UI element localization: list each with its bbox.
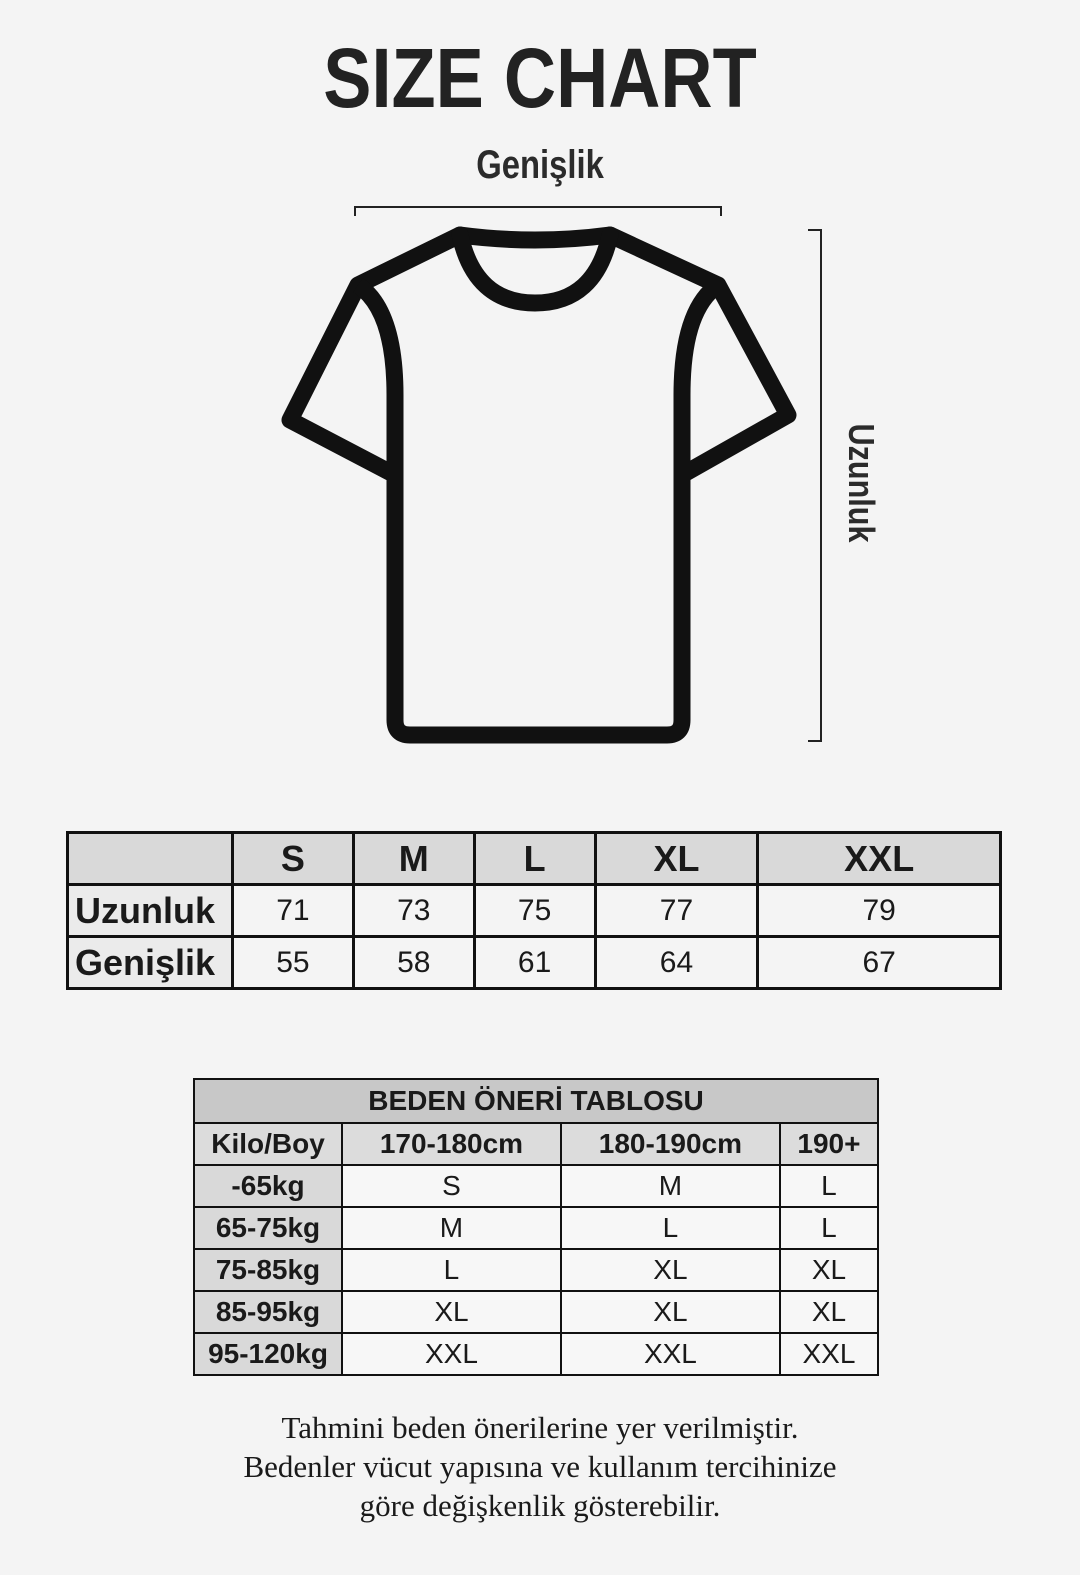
weight-label: 65-75kg bbox=[194, 1207, 342, 1249]
weight-label: 95-120kg bbox=[194, 1333, 342, 1375]
table-row bbox=[194, 1207, 878, 1249]
size-header-cell: L bbox=[474, 833, 595, 885]
size-header-cell: XXL bbox=[758, 833, 1001, 885]
table-cell: 75 bbox=[474, 885, 595, 937]
row-label: Genişlik bbox=[68, 937, 233, 989]
table-cell: 58 bbox=[353, 937, 474, 989]
table-cell: 73 bbox=[353, 885, 474, 937]
table-cell: L bbox=[342, 1249, 561, 1291]
row-label: Uzunluk bbox=[68, 885, 233, 937]
height-header-cell: 190+ bbox=[780, 1123, 878, 1165]
table-row bbox=[194, 1249, 878, 1291]
length-label: Uzunluk bbox=[841, 423, 882, 543]
table-row bbox=[194, 1165, 878, 1207]
table-row bbox=[68, 937, 1001, 989]
table-row bbox=[194, 1291, 878, 1333]
disclaimer-note bbox=[0, 1408, 1080, 1525]
table-cell: M bbox=[342, 1207, 561, 1249]
table-cell: 79 bbox=[758, 885, 1001, 937]
table-cell: 64 bbox=[595, 937, 758, 989]
size-header-cell: S bbox=[233, 833, 354, 885]
table-cell: XL bbox=[561, 1291, 780, 1333]
size-header-cell: M bbox=[353, 833, 474, 885]
table-row bbox=[68, 885, 1001, 937]
table-cell: XL bbox=[780, 1249, 878, 1291]
table-corner-cell bbox=[68, 833, 233, 885]
note-line: göre değişkenlik gösterebilir. bbox=[359, 1488, 721, 1523]
width-label: Genişlik bbox=[476, 143, 604, 187]
table-cell: S bbox=[342, 1165, 561, 1207]
recommendation-caption-row bbox=[194, 1079, 878, 1123]
height-header-cell: 170-180cm bbox=[342, 1123, 561, 1165]
size-chart-table bbox=[66, 831, 1002, 990]
table-cell: XL bbox=[780, 1291, 878, 1333]
weight-label: 85-95kg bbox=[194, 1291, 342, 1333]
size-header-cell: XL bbox=[595, 833, 758, 885]
table-cell: XXL bbox=[561, 1333, 780, 1375]
weight-label: 75-85kg bbox=[194, 1249, 342, 1291]
table-cell: XL bbox=[561, 1249, 780, 1291]
table-cell: L bbox=[780, 1165, 878, 1207]
weight-height-corner: Kilo/Boy bbox=[194, 1123, 342, 1165]
table-cell: 67 bbox=[758, 937, 1001, 989]
table-cell: L bbox=[780, 1207, 878, 1249]
height-header-cell: 180-190cm bbox=[561, 1123, 780, 1165]
recommendation-caption: BEDEN ÖNERİ TABLOSU bbox=[194, 1079, 878, 1123]
table-cell: L bbox=[561, 1207, 780, 1249]
table-cell: 71 bbox=[233, 885, 354, 937]
note-line: Bedenler vücut yapısına ve kullanım tercihinize bbox=[243, 1449, 837, 1484]
size-recommendation-table bbox=[193, 1078, 879, 1376]
table-cell: 77 bbox=[595, 885, 758, 937]
length-dimension-bracket bbox=[808, 229, 822, 742]
table-cell: XXL bbox=[780, 1333, 878, 1375]
table-cell: 55 bbox=[233, 937, 354, 989]
page-title: SIZE CHART bbox=[323, 31, 757, 125]
table-cell: XXL bbox=[342, 1333, 561, 1375]
t-shirt-outline-icon bbox=[270, 215, 810, 760]
size-header-row bbox=[68, 833, 1001, 885]
table-cell: XL bbox=[342, 1291, 561, 1333]
weight-label: -65kg bbox=[194, 1165, 342, 1207]
note-line: Tahmini beden önerilerine yer verilmiştir. bbox=[281, 1410, 799, 1445]
height-header-row bbox=[194, 1123, 878, 1165]
table-cell: M bbox=[561, 1165, 780, 1207]
table-row bbox=[194, 1333, 878, 1375]
table-cell: 61 bbox=[474, 937, 595, 989]
